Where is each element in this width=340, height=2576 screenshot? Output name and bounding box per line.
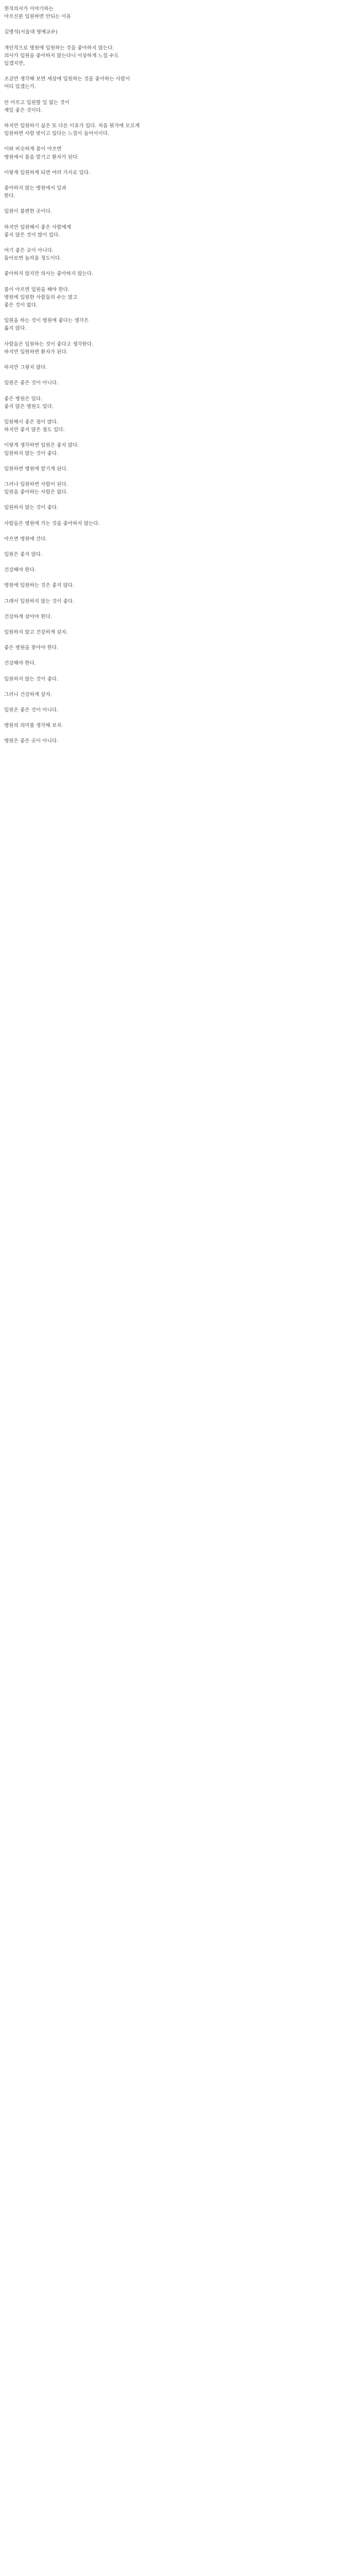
article-paragraph: 이렇게 생각하면 입원은 좋지 않다. 입원하지 않는 것이 좋다. bbox=[4, 443, 79, 456]
article-paragraph: 여기 좋은 곳이 아니다. 돌아보면 놀라울 정도이다. bbox=[4, 248, 62, 262]
article-paragraph: 좋아하지 않지만 의사는 좋아하지 않는다. bbox=[4, 271, 94, 277]
article-paragraph: 안 아프고 입원할 일 없는 것이 제일 좋은 것이다. bbox=[4, 99, 70, 113]
article-paragraph: 입원하지 않고 건강하게 살자. bbox=[4, 629, 68, 635]
article-paragraph: 병원의 의미를 생각해 보자. bbox=[4, 723, 63, 729]
article-paragraph: 개인적으로 병원에 입원하는 것을 좋아하지 않는다. 의사가 입원을 좋아하지 않는다니 이상하게 느낄 수도 있겠지만, bbox=[4, 45, 119, 67]
article-paragraph: 현직의사가 이야기하는 아프신분 입원하면 안되는 이유 bbox=[4, 6, 71, 20]
article-paragraph: 몸이 아프면 입원을 해야 한다. 병원에 입원한 사람들의 수는 많고 좋은 것이 없다. bbox=[4, 286, 78, 309]
article-paragraph: 김병석(서울대 명예교수) bbox=[4, 29, 58, 36]
article-paragraph: 입원을 하는 것이 병원에 좋다는 생각은 옳지 않다. bbox=[4, 318, 89, 332]
article-paragraph: 입원은 좋은 것이 아니다. bbox=[4, 380, 59, 386]
article-paragraph: 하지만 입원하기 싫은 또 다른 이유가 있다. 처음 뭔가에 모르게 입원하면 사람 맞이고 있다는 느낌이 들어서이다. bbox=[4, 123, 140, 137]
article-paragraph: 하지만 그렇지 않다. bbox=[4, 365, 47, 371]
article-paragraph: 하지만 입원해서 좋은 사람에게 좋지 않은 것이 많이 있다. bbox=[4, 224, 71, 238]
article-paragraph: 입원해서 좋은 점이 많다. 하지만 좋지 않은 점도 있다. bbox=[4, 419, 65, 433]
article-paragraph: 병원에 입원하는 것은 좋지 않다. bbox=[4, 583, 75, 589]
page bbox=[0, 0, 340, 754]
article-paragraph: 좋은 병원을 찾아야 한다. bbox=[4, 645, 59, 651]
article-paragraph: 이렇게 입원하게 되면 여러 가지로 있다. bbox=[4, 170, 91, 176]
article-paragraph: 입원하면 병원에 맡기게 된다. bbox=[4, 466, 68, 472]
article-paragraph: 건강하게 살아야 한다. bbox=[4, 614, 52, 620]
article-paragraph: 병원은 좋은 곳이 아니다. bbox=[4, 738, 59, 744]
article-paragraph: 입원은 좋지 않다. bbox=[4, 551, 43, 557]
article-paragraph: 입원은 좋은 것이 아니다. bbox=[4, 707, 59, 713]
article-body bbox=[4, 5, 336, 745]
article-paragraph: 좋아하지 않는 병원에서 일과 한다. bbox=[4, 185, 66, 199]
article-paragraph: 이와 비슷하게 몸이 아프면 병원에서 몸을 맡기고 환자가 된다. bbox=[4, 146, 79, 160]
article-paragraph: 건강해야 한다. bbox=[4, 567, 36, 573]
article-paragraph: 입원이 불편한 곳이다. bbox=[4, 209, 52, 215]
article-paragraph: 입원하지 않는 것이 좋다. bbox=[4, 676, 59, 682]
article-paragraph: 조금만 생각해 보면 세상에 입원하는 것을 좋아하는 사람이 어디 있겠는가. bbox=[4, 76, 130, 90]
article-paragraph: 그러니 건강하게 살자. bbox=[4, 691, 52, 698]
article-paragraph: 입원하지 않는 것이 좋다. bbox=[4, 505, 59, 511]
article-paragraph: 건강해야 한다. bbox=[4, 660, 36, 667]
article-paragraph: 아프면 병원에 간다. bbox=[4, 536, 47, 542]
article-paragraph: 사람들은 입원하는 것이 좋다고 생각한다. 하지만 입원하면 환자가 된다. bbox=[4, 341, 94, 355]
article-paragraph: 그래서 입원하지 않는 것이 좋다. bbox=[4, 598, 75, 604]
article-paragraph: 그러나 입원하면 사람이 된다. 입원을 좋아하는 사람은 없다. bbox=[4, 481, 68, 496]
article-paragraph: 사람들은 병원에 가는 것을 좋아하지 않는다. bbox=[4, 520, 100, 527]
article-paragraph: 좋은 병원은 있다. 좋지 않은 병원도 있다. bbox=[4, 396, 54, 410]
